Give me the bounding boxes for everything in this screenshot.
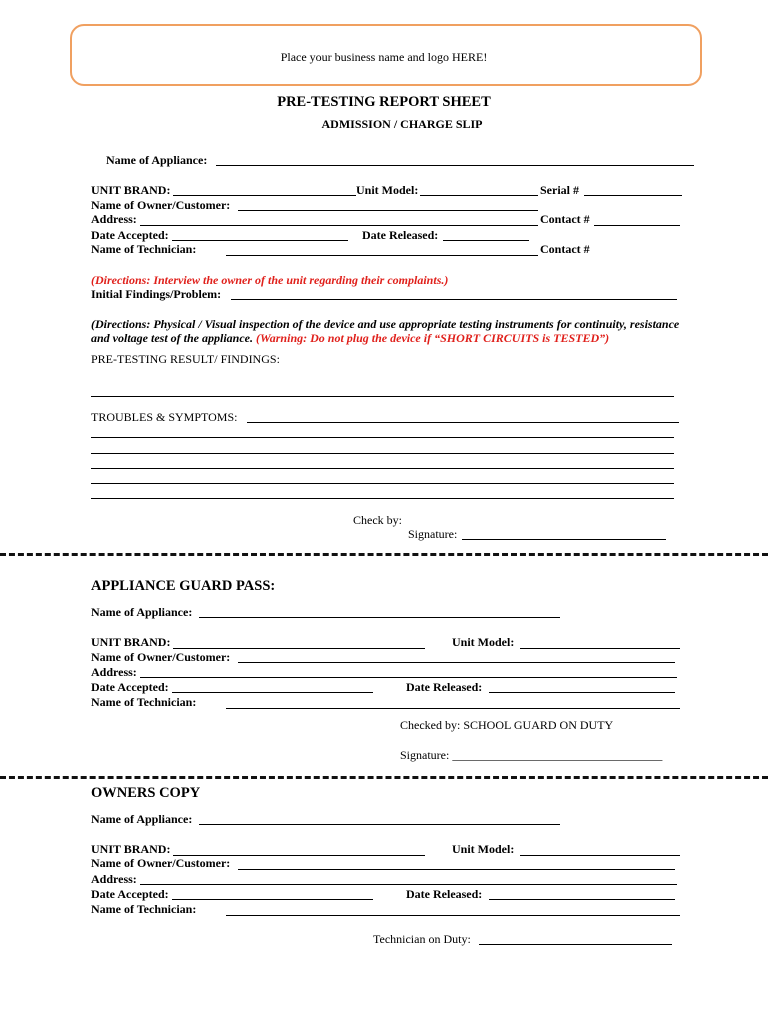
cut-line-1 [0,553,768,556]
guard-label-date-released: Date Released: [406,680,483,694]
label-check-by: Check by: [353,513,402,527]
label-initial-findings: Initial Findings/Problem: [91,287,222,301]
owner-label-unit-model: Unit Model: [452,842,515,856]
label-unit-brand: UNIT BRAND: [91,183,171,197]
field-troubles-5[interactable] [91,483,674,484]
field-unit-model[interactable] [420,195,538,196]
guard-label-date-accepted: Date Accepted: [91,680,169,694]
guard-field-owner[interactable] [238,662,675,663]
field-signature[interactable] [462,539,666,540]
guard-checked-by: Checked by: SCHOOL GUARD ON DUTY [400,718,614,732]
warning-text: (Warning: Do not plug the device if “SHORT CIRCUITS is TESTED”) [255,331,610,345]
guard-pass-title: APPLIANCE GUARD PASS: [91,578,276,594]
guard-label-unit-model: Unit Model: [452,635,515,649]
owner-label-owner: Name of Owner/Customer: [91,856,231,870]
field-troubles-1[interactable] [247,422,679,423]
field-name-of-appliance[interactable] [216,165,694,166]
field-pretesting-result[interactable] [91,396,674,397]
guard-field-date-accepted[interactable] [172,692,373,693]
guard-field-unit-model[interactable] [520,648,680,649]
owner-label-name-of-appliance: Name of Appliance: [91,812,193,826]
field-owner[interactable] [238,210,538,211]
owner-field-date-accepted[interactable] [172,899,373,900]
owners-copy-title: OWNERS COPY [91,785,201,801]
label-pretesting-result: PRE-TESTING RESULT/ FINDINGS: [91,352,280,366]
label-date-accepted: Date Accepted: [91,228,169,242]
label-address: Address: [91,212,137,226]
report-subtitle: ADMISSION / CHARGE SLIP [321,117,483,131]
field-technician-on-duty[interactable] [479,944,672,945]
label-name-of-appliance: Name of Appliance: [106,153,208,167]
owner-label-unit-brand: UNIT BRAND: [91,842,171,856]
guard-field-technician[interactable] [226,708,680,709]
owner-field-address[interactable] [140,884,677,885]
owner-field-owner[interactable] [238,869,675,870]
label-owner: Name of Owner/Customer: [91,198,231,212]
label-contact-2: Contact # [540,242,590,256]
field-troubles-3[interactable] [91,453,674,454]
guard-label-address: Address: [91,665,137,679]
cut-line-2 [0,776,768,779]
guard-signature[interactable]: Signature: ___________________________________ [400,748,663,762]
label-troubles: TROUBLES & SYMPTOMS: [91,410,238,424]
field-technician[interactable] [226,255,538,256]
field-unit-brand[interactable] [173,195,356,196]
field-contact-1[interactable] [594,225,680,226]
guard-field-name-of-appliance[interactable] [199,617,560,618]
report-title: PRE-TESTING REPORT SHEET [277,94,491,110]
directions-inspection-cont: and voltage test of the appliance. (Warning: Do not plug the device if “SHORT CIRCUITS is TESTED”) [91,331,610,345]
label-signature: Signature: [408,527,458,541]
guard-field-date-released[interactable] [489,692,675,693]
owner-label-date-accepted: Date Accepted: [91,887,169,901]
guard-label-unit-brand: UNIT BRAND: [91,635,171,649]
field-initial-findings[interactable] [231,299,677,300]
directions-interview: (Directions: Interview the owner of the unit regarding their complaints.) [91,273,449,287]
guard-label-owner: Name of Owner/Customer: [91,650,231,664]
owner-field-unit-model[interactable] [520,855,680,856]
field-troubles-2[interactable] [91,437,674,438]
label-contact-1: Contact # [540,212,590,226]
owner-label-technician: Name of Technician: [91,902,197,916]
guard-label-technician: Name of Technician: [91,695,197,709]
field-address[interactable] [140,225,538,226]
owner-field-name-of-appliance[interactable] [199,824,560,825]
guard-field-address[interactable] [140,677,677,678]
label-serial: Serial # [540,183,579,197]
guard-label-name-of-appliance: Name of Appliance: [91,605,193,619]
label-unit-model: Unit Model: [356,183,419,197]
label-date-released: Date Released: [362,228,439,242]
field-troubles-4[interactable] [91,468,674,469]
field-troubles-6[interactable] [91,498,674,499]
field-date-released[interactable] [443,240,529,241]
logo-placeholder-text: Place your business name and logo HERE! [280,50,488,64]
owner-field-technician[interactable] [226,915,680,916]
label-technician: Name of Technician: [91,242,197,256]
guard-field-unit-brand[interactable] [173,648,425,649]
field-date-accepted[interactable] [172,240,348,241]
field-serial[interactable] [584,195,682,196]
owner-label-date-released: Date Released: [406,887,483,901]
owner-field-date-released[interactable] [489,899,675,900]
directions-inspection: (Directions: Physical / Visual inspection of the device and use appropriate testing instruments for continuity, resistance [91,317,680,331]
label-technician-on-duty: Technician on Duty: [373,932,471,946]
owner-label-address: Address: [91,872,137,886]
